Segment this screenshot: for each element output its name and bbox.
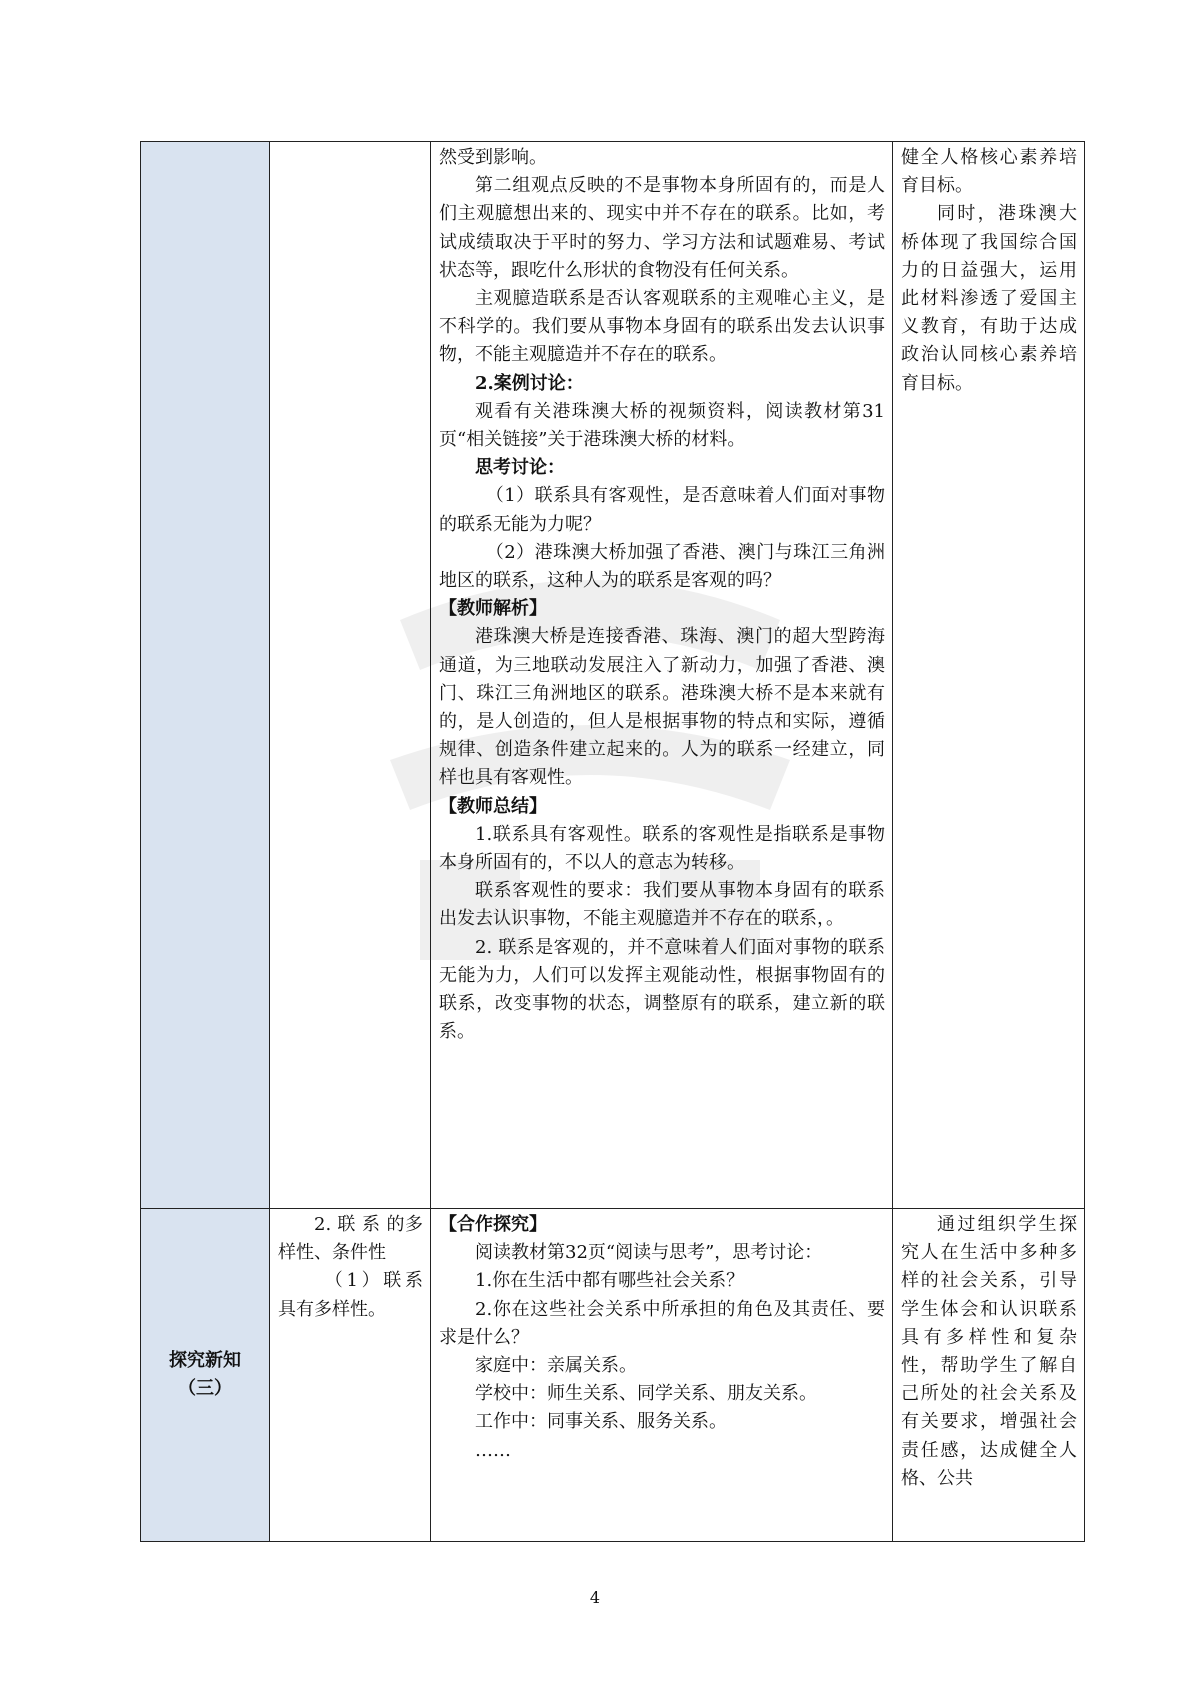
stage-title: 探究新知	[169, 1349, 241, 1371]
paragraph: 思考讨论：	[475, 457, 565, 479]
stage-cell	[141, 1209, 270, 1542]
paragraph: 第二组观点反映的不是事物本身所固有的，而是人们主观臆想出来的、现实中并不存在的联系。比如，考试成绩取决于平时的努力、学习方法和试题难易、考试状态等，跟吃什么形状的食物没有任何关系。	[439, 175, 885, 281]
paragraph: （1）联系具有客观性，是否意味着人们面对事物的联系无能为力呢？	[439, 485, 885, 535]
paragraph: （2）港珠澳大桥加强了香港、澳门与珠江三角洲地区的联系，这种人为的联系是客观的吗？	[439, 541, 885, 592]
paragraph: 2. 联系是客观的，并不意味着人们面对事物的联系无能为力，人们可以发挥主观能动性，根据事物固有的联系，改变事物的状态，调整原有的联系，建立新的联系。	[439, 936, 885, 1043]
paragraph: 1.联系具有客观性。联系的客观性是指联系是事物本身所固有的，不以人的意志为转移。	[439, 823, 885, 874]
paragraph: ……	[475, 1439, 511, 1461]
intent-cell	[893, 142, 1085, 1209]
paragraph: 同时，港珠澳大桥体现了我国综合国力的日益强大，运用此材料渗透了爱国主义教育，有助于达成政治认同核心素养培育目标。	[901, 203, 1077, 394]
paragraph: 健全人格核心素养培育目标。	[901, 147, 1077, 197]
paragraph: 港珠澳大桥是连接香港、珠海、澳门的超大型跨海通道，为三地联动发展注入了新动力，加强了香港、澳门、珠江三角洲地区的联系。港珠澳大桥不是本来就有的，是人创造的，但人是根据事物的特点和实际，遵循规律、创造条件建立起来的。人为的联系一经建立，同样也具有客观性。	[439, 626, 885, 789]
paragraph: 家庭中：亲属关系。	[475, 1355, 637, 1377]
intent-cell	[893, 1209, 1085, 1542]
paragraph: （1）联系具有多样性。	[278, 1270, 423, 1320]
paragraph: 2. 联 系 的多样性、条件性	[278, 1214, 423, 1264]
paragraph: 学校中：师生关系、同学关系、朋友关系。	[475, 1383, 817, 1405]
paragraph: 然受到影响。	[439, 147, 547, 168]
stage-number: （三）	[178, 1378, 232, 1399]
activity-cell	[431, 142, 893, 1209]
paragraph: 1.你在生活中都有哪些社会关系？	[475, 1270, 745, 1292]
stage-cell	[141, 142, 270, 1209]
paragraph: 2.你在这些社会关系中所承担的角色及其责任、要求是什么？	[439, 1298, 885, 1348]
paragraph: 通过组织学生探究人在生活中多种多样的社会关系，引导学生体会和认识联系具有多样性和复杂性，帮助学生了解自己所处的社会关系及有关要求，增强社会责任感，达成健全人格、公共	[901, 1214, 1077, 1489]
page-number: 4	[589, 1588, 601, 1607]
lesson-plan-table	[140, 141, 1085, 1542]
section-heading: 【教师总结】	[439, 795, 547, 817]
topic-cell	[270, 142, 431, 1209]
paragraph: 工作中：同事关系、服务关系。	[475, 1411, 727, 1433]
section-heading: 【合作探究】	[439, 1214, 547, 1235]
section-heading: 【教师解析】	[439, 598, 547, 620]
paragraph: 观看有关港珠澳大桥的视频资料，阅读教材第31页“相关链接”关于港珠澳大桥的材料。	[439, 400, 885, 451]
paragraph: 主观臆造联系是否认客观联系的主观唯心主义，是不科学的。我们要从事物本身固有的联系出发去认识事物，不能主观臆造并不存在的联系。	[439, 288, 885, 366]
paragraph: 联系客观性的要求：我们要从事物本身固有的联系出发去认识事物，不能主观臆造并不存在的联系，。	[439, 880, 885, 930]
paragraph: 2.案例讨论：	[475, 372, 584, 394]
table-row	[141, 142, 1085, 1209]
activity-cell	[431, 1209, 893, 1542]
paragraph: 阅读教材第32页“阅读与思考”，思考讨论：	[475, 1242, 823, 1264]
table-row	[141, 1209, 1085, 1542]
topic-cell	[270, 1209, 431, 1542]
